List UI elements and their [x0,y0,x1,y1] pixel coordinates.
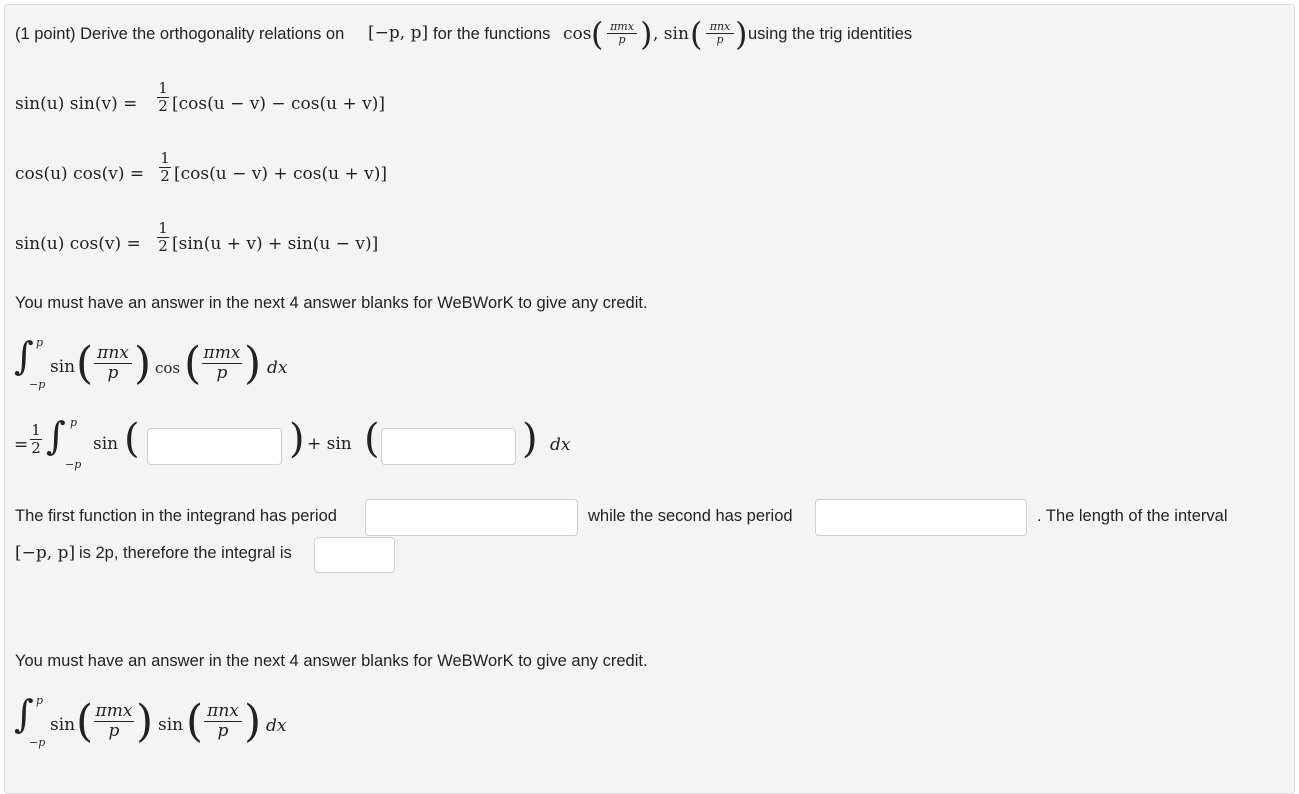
problem-intro-2: for the functions [433,25,551,43]
answer-integral-value[interactable] [314,537,395,573]
identity-2-rhs: [cos(u − v) + cos(u + v)] [174,164,388,184]
interval-math: [−p, p] [368,23,429,43]
identity-2-lhs: cos(u) cos(v) = [15,164,145,184]
period-text-1: The first function in the integrand has period [15,507,337,525]
period-text-4: is 2p, therefore the integral is [79,544,292,562]
answer-blank-2[interactable] [381,428,516,465]
answer-period-1[interactable] [365,499,578,536]
identity-1-rhs: [cos(u − v) − cos(u + v)] [172,94,386,114]
credit-notice-1: You must have an answer in the next 4 answer blanks for WeBWorK to give any credit. [15,294,648,312]
identity-1-frac: $\frac{1}{2}$ [158,79,168,115]
identity-1-lhs: sin(u) sin(v) = [15,94,138,114]
interval-math-2: [−p, p] [15,543,76,563]
integral-sin-cos: ∫ p −p sin ( πnx p ) cos ( πmx p ) dx [14,334,288,391]
period-text-3: . The length of the interval [1037,507,1228,525]
identity-3-rhs: [sin(u + v) + sin(u − v)] [172,234,379,254]
credit-notice-2: You must have an answer in the next 4 answer blanks for WeBWorK to give any credit. [15,652,648,670]
integral-sin-sin: ∫ p −p sin ( πmx p ) sin ( πnx p ) dx [14,692,287,749]
integral-rewrite: = $\frac{1}{2}$ ∫ p −p sin ( ) + sin ( ) dx [14,414,571,471]
identity-3-lhs: sin(u) cos(v) = [15,234,141,254]
problem-tail: using the trig identities [748,25,913,43]
problem-intro: (1 point) Derive the orthogonality relations on [15,25,345,43]
identity-2-frac: $\frac{1}{2}$ [160,149,170,185]
identity-3-frac: $\frac{1}{2}$ [158,219,168,255]
period-text-2: while the second has period [588,507,793,525]
answer-blank-1[interactable] [147,428,282,465]
answer-period-2[interactable] [815,499,1027,536]
